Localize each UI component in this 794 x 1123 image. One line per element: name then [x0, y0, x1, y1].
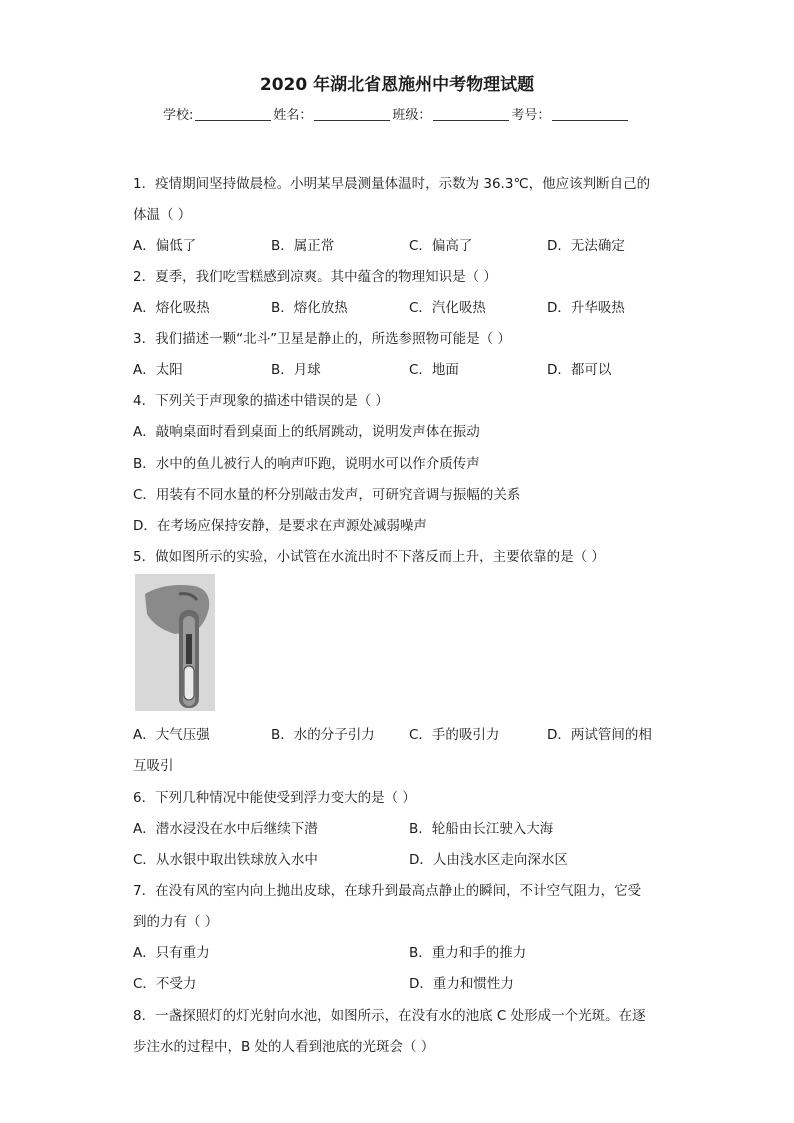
question-1-option-b: B．属正常 [271, 238, 335, 254]
question-6-option-c: C．从水银中取出铁球放入水中 [133, 852, 318, 868]
student-info-line [163, 104, 630, 123]
question-7-option-c: C．不受力 [133, 976, 197, 992]
page-title: 2020 年湖北省恩施州中考物理试题 [259, 75, 535, 95]
question-2-option-a: A．熔化吸热 [133, 300, 210, 316]
name-blank[interactable] [314, 106, 390, 121]
question-4-option-d: D．在考场应保持安静，是要求在声源处减弱噪声 [133, 518, 427, 534]
question-5-stem: 5．做如图所示的实验，小试管在水流出时不下落反而上升，主要依靠的是（ ） [133, 549, 605, 565]
question-4-option-b: B．水中的鱼儿被行人的响声吓跑，说明水可以作介质传声 [133, 456, 480, 472]
question-4-stem: 4．下列关于声现象的描述中错误的是（ ） [133, 393, 389, 409]
question-5-option-d: D．两试管间的相 [547, 727, 652, 743]
test-tube-experiment-figure [135, 574, 215, 711]
question-7-stem: 7．在没有风的室内向上抛出皮球，在球升到最高点静止的瞬间，不计空气阻力，它受 [133, 883, 642, 899]
question-1-option-c: C．偏高了 [409, 238, 473, 254]
question-5-option-c: C．手的吸引力 [409, 727, 500, 743]
question-7-option-a: A．只有重力 [133, 945, 210, 961]
question-1-stem-cont: 体温（ ） [133, 207, 192, 223]
question-7-option-d: D．重力和惯性力 [409, 976, 514, 992]
question-6-option-b: B．轮船由长江驶入大海 [409, 821, 554, 837]
question-4-option-c: C．用装有不同水量的杯分别敲击发声，可研究音调与振幅的关系 [133, 487, 521, 503]
question-2-option-d: D．升华吸热 [547, 300, 625, 316]
question-5-option-d-cont: 互吸引 [133, 758, 174, 774]
exam-number-blank[interactable] [552, 106, 628, 121]
question-6-stem: 6．下列几种情况中能使受到浮力变大的是（ ） [133, 790, 416, 806]
question-8-stem: 8．一盏探照灯的灯光射向水池，如图所示，在没有水的池底 C 处形成一个光斑。在逐 [133, 1008, 646, 1024]
question-4-option-a: A．敲响桌面时看到桌面上的纸屑跳动，说明发声体在振动 [133, 424, 480, 440]
question-3-stem: 3．我们描述一颗“北斗”卫星是静止的，所选参照物可能是（ ） [133, 331, 511, 347]
name-label: 姓名： [273, 108, 313, 123]
question-1-option-a: A．偏低了 [133, 238, 197, 254]
school-blank[interactable] [195, 106, 271, 121]
exam-number-label: 考号： [511, 108, 551, 123]
school-label: 学校: [163, 108, 194, 123]
test-tube-photo-illustration [135, 574, 215, 711]
question-3-option-d: D．都可以 [547, 362, 612, 378]
question-1-stem: 1．疫情期间坚持做晨检。小明某早晨测量体温时，示数为 36.3℃，他应该判断自己的 [133, 176, 651, 192]
question-6-option-d: D．人由浅水区走向深水区 [409, 852, 568, 868]
question-5-option-b: B．水的分子引力 [271, 727, 375, 743]
question-7-stem-cont: 到的力有（ ） [133, 914, 219, 930]
question-3-option-a: A．太阳 [133, 362, 183, 378]
question-8-stem-cont: 步注水的过程中，B 处的人看到池底的光斑会（ ） [133, 1039, 435, 1055]
question-7-option-b: B．重力和手的推力 [409, 945, 527, 961]
question-2-option-c: C．汽化吸热 [409, 300, 486, 316]
question-3-option-c: C．地面 [409, 362, 459, 378]
class-label: 班级： [392, 108, 432, 123]
question-3-option-b: B．月球 [271, 362, 321, 378]
question-2-option-b: B．熔化放热 [271, 300, 348, 316]
question-1-option-d: D．无法确定 [547, 238, 625, 254]
question-5-option-a: A．大气压强 [133, 727, 210, 743]
question-2-stem: 2．夏季，我们吃雪糕感到凉爽。其中蕴含的物理知识是（ ） [133, 269, 497, 285]
class-blank[interactable] [433, 106, 509, 121]
question-6-option-a: A．潜水浸没在水中后继续下潜 [133, 821, 318, 837]
